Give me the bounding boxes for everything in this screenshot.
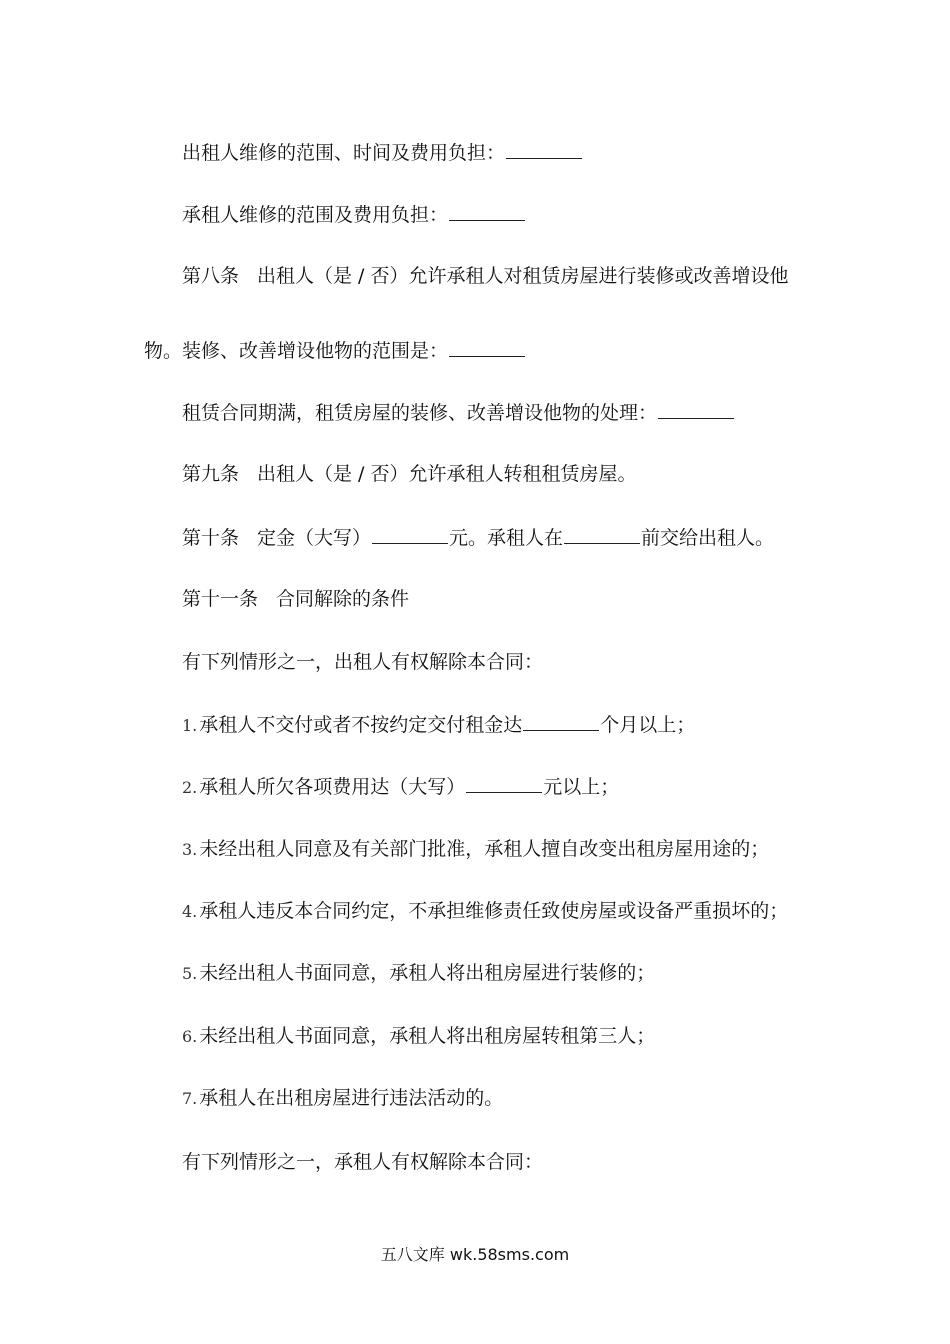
article-text: 前交给出租人。 [641,527,775,549]
article-heading: 第十条 [182,527,240,549]
paragraph-text: 物。装修、改善增设他物的范围是： [144,340,449,362]
article-text: 合同解除的条件 [276,588,410,610]
article-9 [182,462,637,486]
list-item [182,712,695,738]
article-heading: 第八条 [182,265,240,287]
fill-blank [506,140,582,159]
list-number: 1. [182,716,198,735]
paragraph-text: 承租人维修的范围及费用负担： [182,204,449,226]
list-item [182,837,769,862]
article-8-continued [144,338,526,363]
paragraph-landlord-repair [182,140,583,165]
fill-blank [449,202,525,221]
article-10 [182,525,774,550]
list-text: 承租人所欠各项费用达（大写） [199,776,466,798]
list-number: 7. [182,1089,198,1108]
list-text: 承租人在出租房屋进行违法活动的。 [199,1087,504,1109]
article-heading: 第九条 [182,463,240,485]
list-text: 未经出租人书面同意，承租人将出租房屋进行装修的； [199,962,656,984]
list-text: 个月以上； [600,714,696,736]
paragraph-text: 出租人维修的范围、时间及费用负担： [182,142,506,164]
paragraph-lease-expiry [182,400,735,425]
article-text: 出租人（是 / 否）允许承租人对租赁房屋进行装修或改善增设他 [257,265,789,287]
list-number: 4. [182,902,198,921]
list-number: 6. [182,1027,198,1046]
paragraph-text: 有下列情形之一，出租人有权解除本合同： [182,651,544,673]
list-number: 5. [182,964,198,983]
fill-blank [449,338,525,357]
article-11 [182,587,409,611]
paragraph-text: 有下列情形之一，承租人有权解除本合同： [182,1151,544,1173]
list-text: 承租人不交付或者不按约定交付租金达 [199,714,523,736]
article-8 [182,264,789,288]
fill-blank [523,712,599,731]
list-item [182,961,655,986]
article-text: 定金（大写） [257,527,372,549]
list-text: 元以上； [543,776,620,798]
list-text: 未经出租人同意及有关部门批准，承租人擅自改变出租房屋用途的； [199,838,770,860]
fill-blank [466,774,542,793]
article-text: 出租人（是 / 否）允许承租人转租租赁房屋。 [257,463,637,485]
fill-blank [658,400,734,419]
list-text: 未经出租人书面同意，承租人将出租房屋转租第三人； [199,1025,656,1047]
list-number: 2. [182,778,198,797]
list-item [182,1024,655,1049]
fill-blank [564,525,640,544]
paragraph-tenant-repair [182,202,526,227]
list-item [182,899,788,924]
article-heading: 第十一条 [182,588,259,610]
fill-blank [372,525,448,544]
list-item [182,774,619,800]
list-item [182,1086,503,1111]
paragraph-landlord-termination [182,650,543,674]
footer-watermark: 五八文库 wk.58sms.com [380,1245,570,1264]
paragraph-text: 租赁合同期满，租赁房屋的装修、改善增设他物的处理： [182,402,658,424]
list-number: 3. [182,840,198,859]
paragraph-tenant-termination [182,1150,543,1174]
article-text: 元。承租人在 [449,527,564,549]
list-text: 承租人违反本合同约定，不承担维修责任致使房屋或设备严重损坏的； [199,900,789,922]
